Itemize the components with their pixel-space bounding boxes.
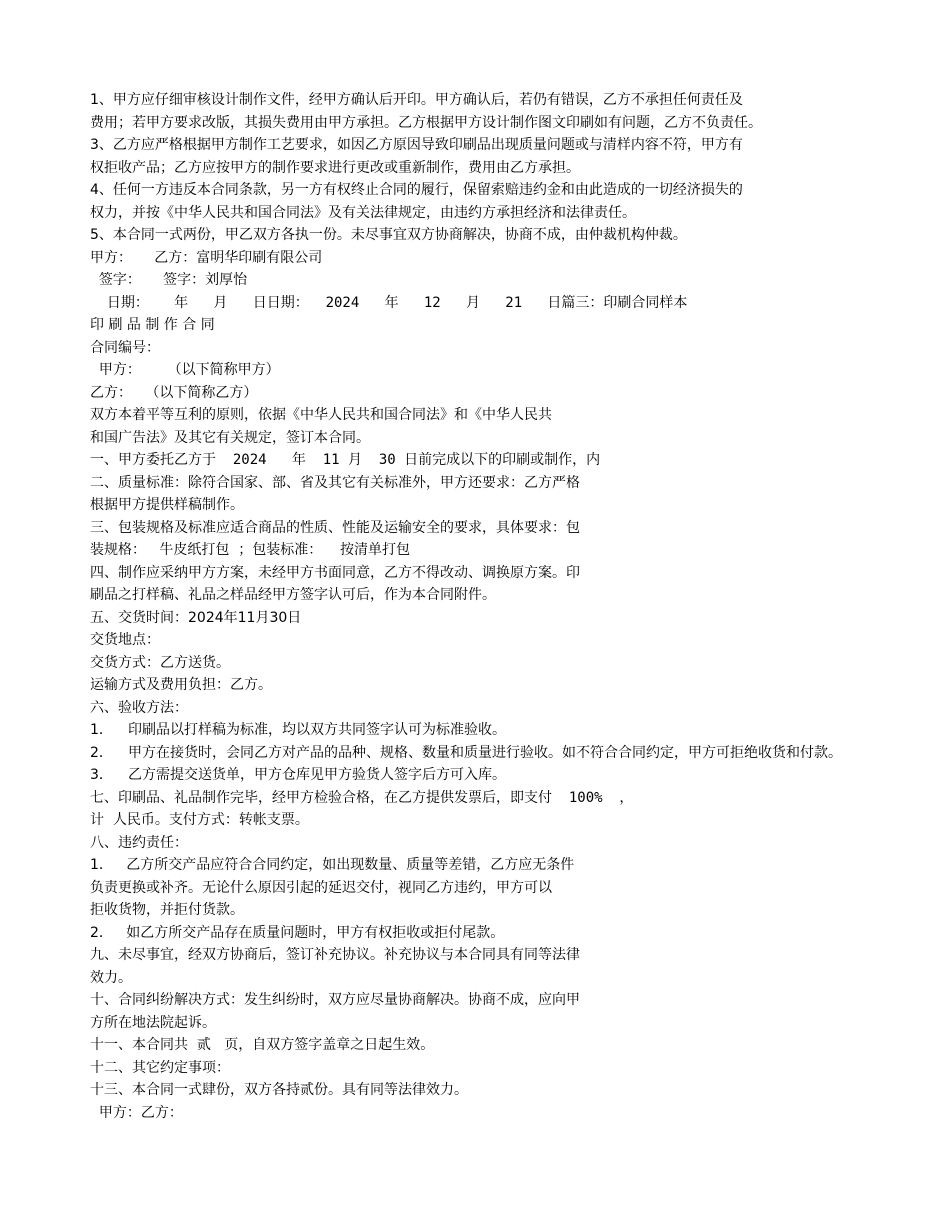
clause-3-line-1: 3、乙方应严格根据甲方制作工艺要求，如因乙方原因导致印刷品出现质量问题或与清样内容不符，甲方有	[90, 137, 743, 153]
section-7-line-2: 计 人民币。支付方式：转帐支票。	[90, 812, 309, 828]
list-text: 甲方在接货时，会同乙方对产品的品种、规格、数量和质量进行验收。如不符合合同约定，甲方可拒绝收货和付款。	[128, 744, 842, 761]
preamble-line-2: 和国广告法》及其它有关规定，签订本合同。	[90, 429, 370, 446]
section-2-line-2: 根据甲方提供样稿制作。	[90, 497, 244, 513]
delivery-method: 交货方式：乙方送货。	[90, 654, 230, 671]
section-9-line-1: 九、未尽事宜，经双方协商后，签订补充协议。补充协议与本合同具有同等法律	[90, 947, 580, 963]
section-9-line-2: 效力。	[90, 969, 132, 986]
list-number: 1．	[90, 722, 113, 738]
section-5: 五、交货时间：2024年11月30日	[90, 609, 302, 626]
party-line: 甲方： 乙方：富明华印刷有限公司	[90, 249, 323, 266]
list-number: 2．	[90, 744, 113, 761]
contract-title: 印 刷 品 制 作 合 同	[90, 317, 215, 333]
preamble-line-1: 双方本着平等互利的原则，依据《中华人民共和国合同法》和《中华人民共	[90, 407, 552, 423]
section-6-heading: 六、验收方法：	[90, 699, 188, 716]
section-3-line-1: 三、包装规格及标准应适合商品的性质、性能及运输安全的要求，具体要求：包	[90, 519, 580, 536]
list-number: 3．	[90, 767, 113, 783]
clause-4-line-1: 4、任何一方违反本合同条款，另一方有权终止合同的履行，保留索赔违约金和由此造成的一切经济损失的	[90, 182, 743, 198]
date-line: 日期： 年 月 日日期： 2024 年 12 月 21 日篇三：印刷合同样本	[90, 294, 688, 311]
final-party-line: 甲方：乙方：	[90, 1104, 183, 1121]
section-8-item-1-line-1: 1． 乙方所交产品应符合合同约定，如出现数量、质量等差错，乙方应无条件	[90, 857, 575, 873]
acceptance-item	[90, 719, 870, 742]
section-8-item-1-line-3: 拒收货物，并拒付货款。	[90, 902, 244, 918]
section-12: 十二、其它约定事项：	[90, 1059, 230, 1076]
contract-document	[90, 89, 870, 1124]
section-4-line-1: 四、制作应采纳甲方方案，未经甲方书面同意，乙方不得改动、调换原方案。印	[90, 564, 580, 581]
section-10-line-2: 方所在地法院起诉。	[90, 1014, 216, 1031]
clause-1-line-1: 1、甲方应仔细审核设计制作文件，经甲方确认后开印。甲方确认后，若仍有错误，乙方不承担任何责任及	[90, 92, 743, 108]
section-11: 十一、本合同共 贰 页，自双方签字盖章之日起生效。	[90, 1037, 435, 1053]
acceptance-item	[90, 742, 870, 765]
section-3-line-2: 装规格： 牛皮纸打包 ；包装标准： 按清单打包	[90, 542, 411, 558]
section-8-item-1-line-2: 负责更换或补齐。无论什么原因引起的延迟交付，视同乙方违约，甲方可以	[90, 879, 552, 896]
section-1: 一、甲方委托乙方于 2024 年 11 月 30 日前完成以下的印刷或制作，内	[90, 452, 601, 468]
party-a: 甲方： （以下简称甲方）	[90, 362, 280, 378]
clause-4-line-2: 权力，并按《中华人民共和国合同法》及有关法律规定，由违约方承担经济和法律责任。	[90, 204, 636, 221]
section-8-item-2: 2． 如乙方所交产品存在质量问题时，甲方有权拒收或拒付尾款。	[90, 924, 505, 941]
delivery-location: 交货地点：	[90, 632, 160, 648]
section-2-line-1: 二、质量标准：除符合国家、部、省及其它有关标准外，甲方还要求：乙方严格	[90, 474, 580, 491]
section-7-line-1: 七、印刷品、礼品制作完毕，经甲方检验合格，在乙方提供发票后，即支付 100% ，	[90, 789, 634, 806]
list-text: 乙方需提交送货单，甲方仓库见甲方验货人签字后方可入库。	[128, 767, 506, 783]
section-10-line-1: 十、合同纠纷解决方式：发生纠纷时，双方应尽量协商解决。协商不成，应向甲	[90, 992, 580, 1008]
acceptance-item	[90, 764, 870, 787]
clause-1-line-2: 费用；若甲方要求改版，其损失费用由甲方承担。乙方根据甲方设计制作图文印刷如有问题，乙方不负责任。	[90, 114, 762, 131]
contract-number: 合同编号：	[90, 339, 160, 356]
section-8-heading: 八、违约责任：	[90, 834, 188, 851]
list-text: 印刷品以打样稿为标准，均以双方共同签字认可为标准验收。	[128, 722, 506, 738]
section-13: 十三、本合同一式肆份，双方各持贰份。具有同等法律效力。	[90, 1082, 468, 1098]
party-b: 乙方： （以下简称乙方）	[90, 384, 258, 401]
signature-line: 签字： 签字：刘厚怡	[90, 272, 248, 288]
clause-5: 5、本合同一式两份，甲乙双方各执一份。未尽事宜双方协商解决，协商不成，由仲裁机构仲裁。	[90, 227, 687, 243]
transport-cost: 运输方式及费用负担：乙方。	[90, 677, 272, 693]
clause-3-line-2: 权拒收产品；乙方应按甲方的制作要求进行更改或重新制作，费用由乙方承担。	[90, 159, 580, 176]
section-4-line-2: 刷品之打样稿、礼品之样品经甲方签字认可后，作为本合同附件。	[90, 587, 496, 603]
